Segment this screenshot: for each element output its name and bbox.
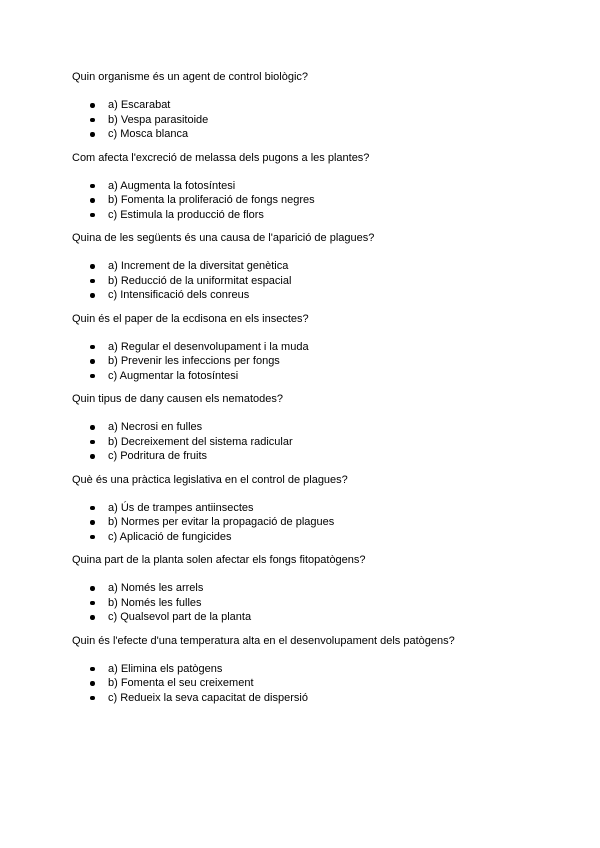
option-item xyxy=(72,581,542,596)
option-text: b) Normes per evitar la propagació de plagues xyxy=(108,516,335,528)
option-text: a) Necrosi en fulles xyxy=(108,421,203,433)
bullet-icon xyxy=(90,374,95,379)
bullet-icon xyxy=(90,184,95,189)
option-text: a) Ús de trampes antiinsectes xyxy=(108,501,254,514)
question-block xyxy=(72,312,542,384)
option-item xyxy=(72,113,542,128)
question-block xyxy=(72,70,542,142)
question-text: Quina part de la planta solen afectar els fongs fitopatògens? xyxy=(72,554,366,566)
option-item xyxy=(72,610,542,625)
option-text: b) Decreixement del sistema radicular xyxy=(108,435,293,448)
option-item xyxy=(72,340,542,355)
option-text: c) Qualsevol part de la planta xyxy=(108,611,252,623)
option-text: c) Aplicació de fungicides xyxy=(108,530,232,543)
bullet-icon xyxy=(90,293,95,298)
bullet-icon xyxy=(90,118,95,123)
question-text: Quin tipus de dany causen els nematodes? xyxy=(72,393,283,405)
option-list xyxy=(72,340,542,384)
bullet-icon xyxy=(90,103,95,108)
bullet-icon xyxy=(90,615,95,620)
question-text: Quin és l'efecte d'una temperatura alta en el desenvolupament dels patògens? xyxy=(72,634,455,647)
bullet-icon xyxy=(90,535,95,540)
option-text: c) Podritura de fruits xyxy=(108,450,208,462)
option-text: a) Elimina els patògens xyxy=(108,662,223,675)
option-text: c) Estimula la producció de flors xyxy=(108,208,264,221)
option-text: b) Fomenta la proliferació de fongs negres xyxy=(108,194,315,206)
bullet-icon xyxy=(90,425,95,430)
question-text: Com afecta l'excreció de melassa dels pugons a les plantes? xyxy=(72,151,370,164)
option-list xyxy=(72,662,542,706)
bullet-icon xyxy=(90,520,95,525)
bullet-icon xyxy=(90,132,95,137)
option-list xyxy=(72,179,542,223)
bullet-icon xyxy=(90,440,95,445)
option-item xyxy=(72,98,542,113)
bullet-icon xyxy=(90,601,95,606)
bullet-icon xyxy=(90,667,95,672)
bullet-icon xyxy=(90,359,95,364)
option-list xyxy=(72,581,542,625)
question-block xyxy=(72,231,542,303)
bullet-icon xyxy=(90,681,95,686)
bullet-icon xyxy=(90,506,95,511)
option-item xyxy=(72,691,542,706)
option-text: a) Regular el desenvolupament i la muda xyxy=(108,340,309,353)
option-text: a) Només les arrels xyxy=(108,582,204,594)
option-text: a) Augmenta la fotosíntesi xyxy=(108,179,236,192)
option-item xyxy=(72,435,542,450)
option-text: c) Intensificació dels conreus xyxy=(108,289,250,301)
option-list xyxy=(72,420,542,464)
option-text: b) Fomenta el seu creixement xyxy=(108,677,254,689)
bullet-icon xyxy=(90,454,95,459)
option-item xyxy=(72,662,542,677)
question-text: Quina de les següents és una causa de l'aparició de plagues? xyxy=(72,232,375,244)
option-text: b) Vespa parasitoide xyxy=(108,113,209,126)
option-item xyxy=(72,288,542,303)
question-block xyxy=(72,634,542,706)
bullet-icon xyxy=(90,264,95,269)
option-item xyxy=(72,596,542,611)
option-item xyxy=(72,259,542,274)
bullet-icon xyxy=(90,279,95,284)
option-text: b) Només les fulles xyxy=(108,596,202,609)
option-text: c) Redueix la seva capacitat de dispersió xyxy=(108,691,308,704)
option-list xyxy=(72,98,542,142)
option-text: b) Reducció de la uniformitat espacial xyxy=(108,274,292,287)
option-item xyxy=(72,530,542,545)
option-item xyxy=(72,515,542,530)
option-text: a) Increment de la diversitat genètica xyxy=(108,260,289,272)
option-list xyxy=(72,501,542,545)
option-item xyxy=(72,420,542,435)
quiz-list xyxy=(72,70,542,714)
option-item xyxy=(72,127,542,142)
option-text: c) Augmentar la fotosíntesi xyxy=(108,369,239,382)
question-block xyxy=(72,392,542,464)
question-block xyxy=(72,151,542,223)
option-list xyxy=(72,259,542,303)
option-text: a) Escarabat xyxy=(108,99,171,111)
option-item xyxy=(72,208,542,223)
bullet-icon xyxy=(90,213,95,218)
question-text: Quin organisme és un agent de control biològic? xyxy=(72,71,309,83)
option-item xyxy=(72,369,542,384)
bullet-icon xyxy=(90,586,95,591)
option-text: c) Mosca blanca xyxy=(108,128,189,140)
option-item xyxy=(72,676,542,691)
option-item xyxy=(72,501,542,516)
bullet-icon xyxy=(90,345,95,350)
question-block xyxy=(72,553,542,625)
option-item xyxy=(72,179,542,194)
bullet-icon xyxy=(90,198,95,203)
option-item xyxy=(72,354,542,369)
bullet-icon xyxy=(90,696,95,701)
option-text: b) Prevenir les infeccions per fongs xyxy=(108,355,280,367)
question-block xyxy=(72,473,542,545)
question-text: Què és una pràctica legislativa en el control de plagues? xyxy=(72,473,348,486)
option-item xyxy=(72,449,542,464)
option-item xyxy=(72,193,542,208)
question-text: Quin és el paper de la ecdisona en els insectes? xyxy=(72,312,309,325)
option-item xyxy=(72,274,542,289)
